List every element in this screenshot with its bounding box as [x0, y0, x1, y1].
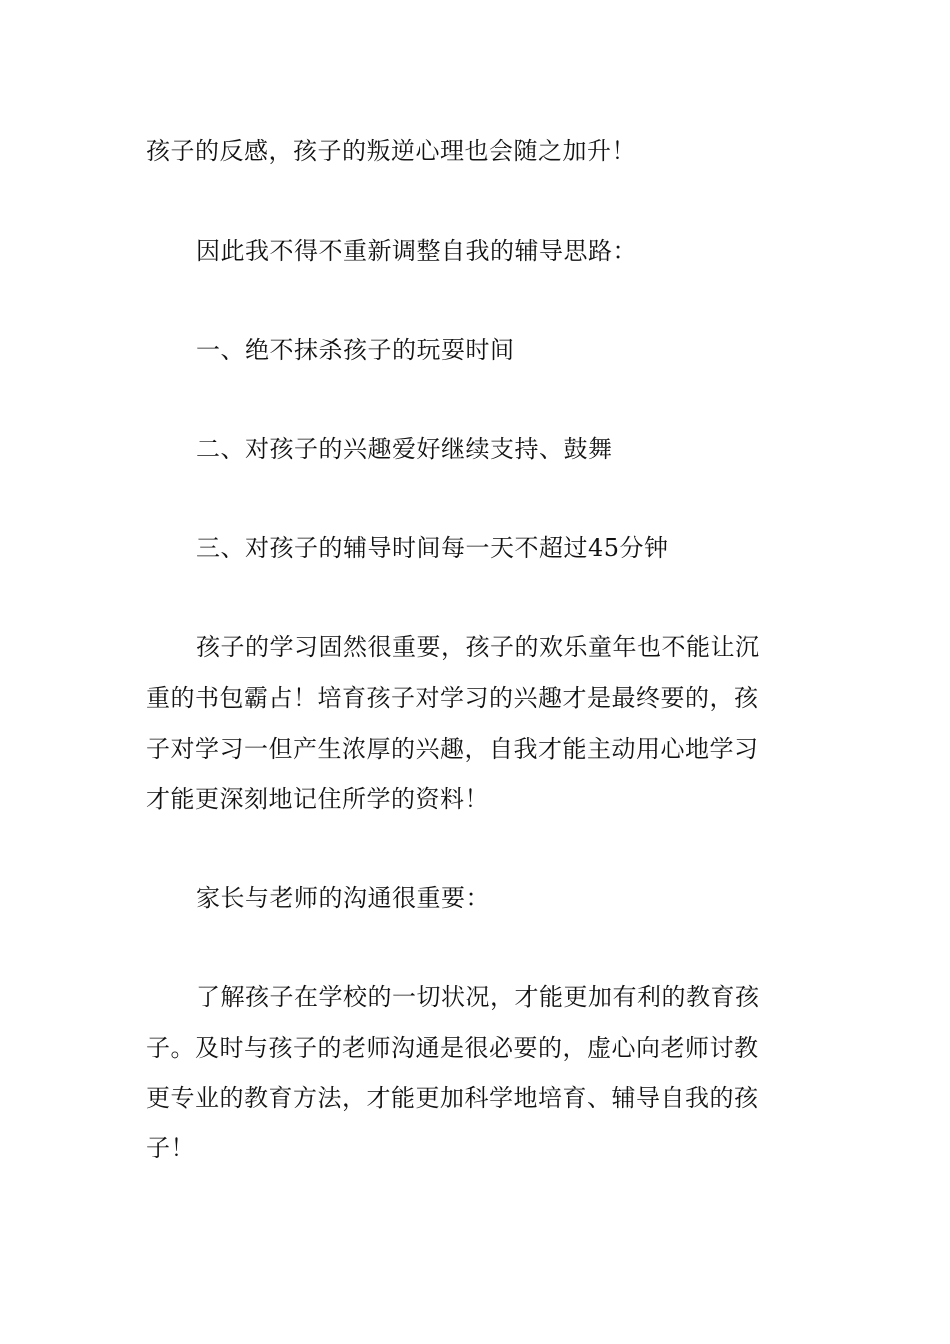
text-line: 家长与老师的沟通很重要： [196, 884, 490, 912]
text-line: 孩子的反感，孩子的叛逆心理也会随之加升！ [146, 137, 636, 165]
text-line: 更专业的教育方法，才能更加科学地培育、辅导自我的孩 [146, 1084, 759, 1112]
list-item: 一、绝不抹杀孩子的玩耍时间 [196, 336, 515, 364]
text-line: 了解孩子在学校的一切状况，才能更加有利的教育孩 [196, 983, 760, 1011]
text-line: 子！ [146, 1134, 195, 1162]
text-line: 才能更深刻地记住所学的资料！ [146, 785, 489, 813]
text-line: 子。及时与孩子的老师沟通是很必要的，虚心向老师讨教 [146, 1034, 759, 1062]
text-line: 孩子的学习固然很重要，孩子的欢乐童年也不能让沉 [196, 633, 760, 661]
list-item: 二、对孩子的兴趣爱好继续支持、鼓舞 [196, 435, 613, 463]
text-line: 因此我不得不重新调整自我的辅导思路： [196, 237, 637, 265]
text-line: 子对学习一但产生浓厚的兴趣，自我才能主动用心地学习 [146, 735, 759, 763]
list-item: 三、对孩子的辅导时间每一天不超过45分钟 [196, 534, 669, 562]
text-line: 重的书包霸占！培育孩子对学习的兴趣才是最终要的，孩 [146, 684, 759, 712]
